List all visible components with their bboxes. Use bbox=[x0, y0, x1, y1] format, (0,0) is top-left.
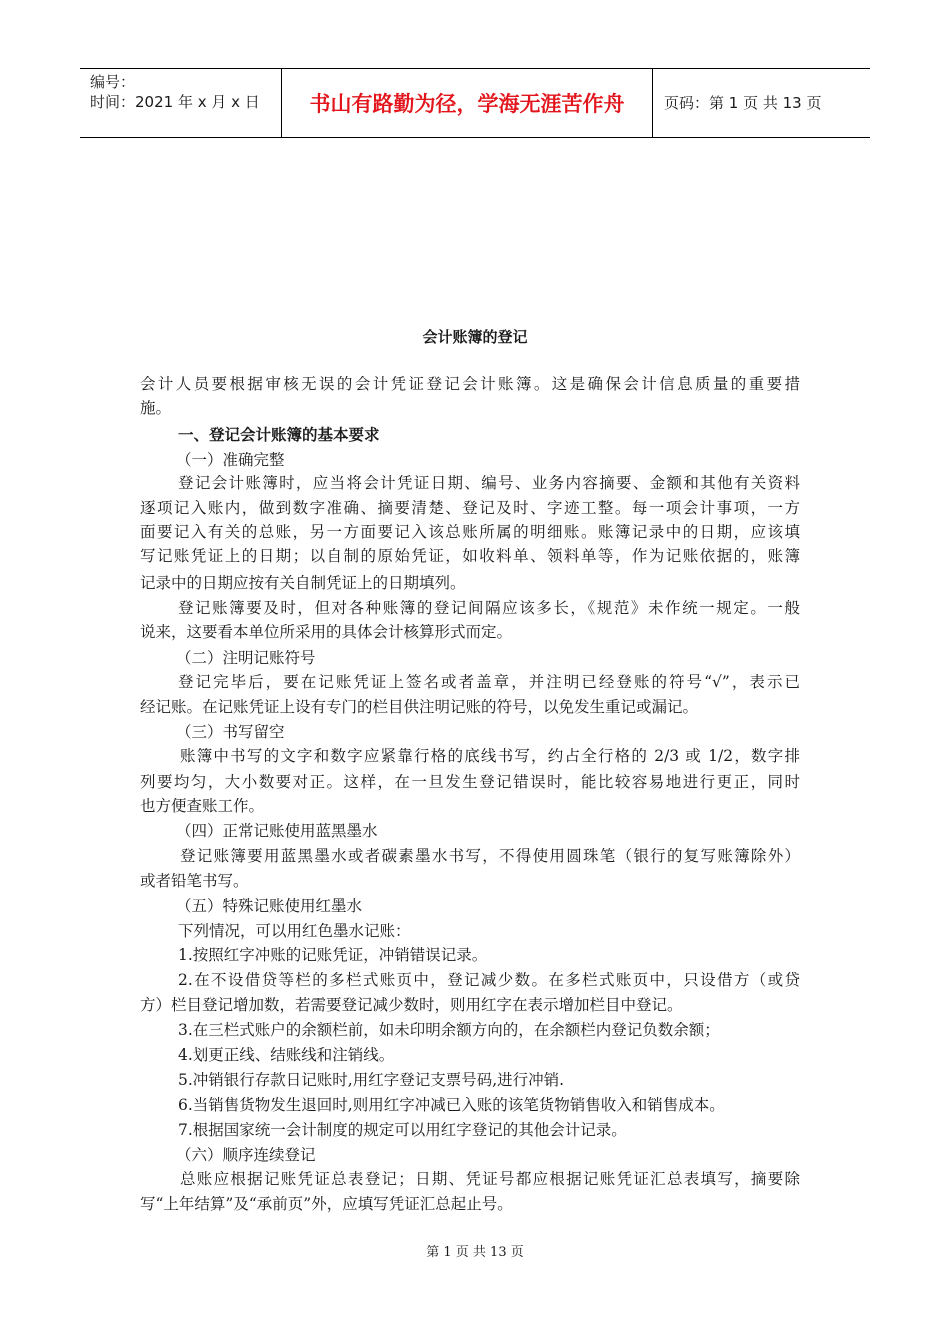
paragraph-line: 经记账。在记账凭证上设有专门的栏目供注明记账的符号，以免发生重记或漏记。 bbox=[140, 698, 699, 716]
subsection-heading: （一）准确完整 bbox=[176, 451, 285, 469]
motto-text: 书山有路勤为径，学海无涯苦作舟 bbox=[309, 92, 625, 116]
list-item: 2.在不设借贷等栏的多栏式账页中，登记减少数。在多栏式账页中，只设借方（或贷 bbox=[178, 971, 800, 989]
number-label: 编号： bbox=[90, 73, 136, 91]
paragraph-line: 登记账簿要用蓝黑墨水或者碳素墨水书写，不得使用圆珠笔（银行的复写账簿除外） bbox=[180, 847, 800, 865]
paragraph-line: 总账应根据记账凭证总表登记；日期、凭证号都应根据记账凭证汇总表填写，摘要除 bbox=[180, 1170, 800, 1188]
paragraph-line: 登记完毕后，要在记账凭证上签名或者盖章，并注明已经登账的符号“√”，表示已 bbox=[178, 673, 800, 691]
header-page-cell bbox=[652, 69, 870, 137]
list-item: 3.在三栏式账户的余额栏前，如未印明余额方向的，在余额栏内登记负数余额； bbox=[178, 1021, 720, 1039]
paragraph-line: 方）栏目登记增加数，若需要登记减少数时，则用红字在表示增加栏目中登记。 bbox=[140, 996, 683, 1014]
list-item: 4.划更正线、结账线和注销线。 bbox=[178, 1046, 395, 1064]
document-title: 会计账簿的登记 bbox=[422, 328, 528, 346]
paragraph-line: 写“上年结算”及“承前页”外，应填写凭证汇总起止号。 bbox=[140, 1195, 513, 1213]
subsection-heading: （六）顺序连续登记 bbox=[176, 1146, 316, 1164]
list-item: 7.根据国家统一会计制度的规定可以用红字登记的其他会计记录。 bbox=[178, 1121, 627, 1139]
list-item: 5.冲销银行存款日记账时,用红字登记支票号码,进行冲销. bbox=[178, 1071, 565, 1089]
subsection-heading: （五）特殊记账使用红墨水 bbox=[176, 897, 363, 915]
section-heading: 一、登记会计账簿的基本要求 bbox=[178, 426, 380, 444]
paragraph-line: 列要均匀，大小数要对正。这样，在一旦发生登记错误时，能比较容易地进行更正，同时 bbox=[140, 773, 800, 791]
paragraph-line: 说来，这要看本单位所采用的具体会计核算形式而定。 bbox=[140, 623, 513, 641]
list-item: 6.当销售货物发生退回时,则用红字冲减已入账的该笔货物销售收入和销售成本。 bbox=[178, 1096, 725, 1114]
paragraph-line: 逐项记入账内，做到数字准确、摘要清楚、登记及时、字迹工整。每一项会计事项，一方 bbox=[140, 499, 800, 517]
page-code: 页码：第 1 页 共 13 页 bbox=[664, 94, 822, 112]
document-header bbox=[80, 68, 870, 138]
paragraph-line: 账簿中书写的文字和数字应紧靠行格的底线书写，约占全行格的 2/3 或 1/2，数字排 bbox=[180, 747, 800, 765]
subsection-heading: （三）书写留空 bbox=[176, 723, 285, 741]
subsection-heading: （二）注明记账符号 bbox=[176, 649, 316, 667]
subsection-heading: （四）正常记账使用蓝黑墨水 bbox=[176, 822, 378, 840]
header-motto-cell bbox=[281, 69, 653, 137]
paragraph-line: 也方便查账工作。 bbox=[140, 797, 265, 815]
paragraph-line: 记录中的日期应按有关自制凭证上的日期填列。 bbox=[140, 574, 466, 592]
paragraph-line: 登记账簿要及时，但对各种账簿的登记间隔应该多长，《规范》未作统一规定。一般 bbox=[178, 599, 800, 617]
header-left-cell bbox=[80, 69, 281, 137]
paragraph-line: 面要记入有关的总账，另一方面要记入该总账所属的明细账。账簿记录中的日期，应该填 bbox=[140, 523, 800, 541]
page-footer: 第 1 页 共 13 页 bbox=[426, 1245, 524, 1260]
paragraph-line: 施。 bbox=[140, 399, 172, 417]
paragraph-line: 会计人员要根据审核无误的会计凭证登记会计账簿。这是确保会计信息质量的重要措 bbox=[140, 375, 800, 393]
paragraph-line: 下列情况，可以用红色墨水记账： bbox=[178, 922, 411, 940]
paragraph-line: 或者铅笔书写。 bbox=[140, 872, 249, 890]
list-item: 1.按照红字冲账的记账凭证，冲销错误记录。 bbox=[178, 946, 488, 964]
paragraph-line: 登记会计账簿时，应当将会计凭证日期、编号、业务内容摘要、金额和其他有关资料 bbox=[178, 474, 800, 492]
paragraph-line: 写记账凭证上的日期；以自制的原始凭证，如收料单、领料单等，作为记账依据的，账簿 bbox=[140, 547, 800, 565]
time-label: 时间：2021 年 x 月 x 日 bbox=[90, 93, 260, 111]
